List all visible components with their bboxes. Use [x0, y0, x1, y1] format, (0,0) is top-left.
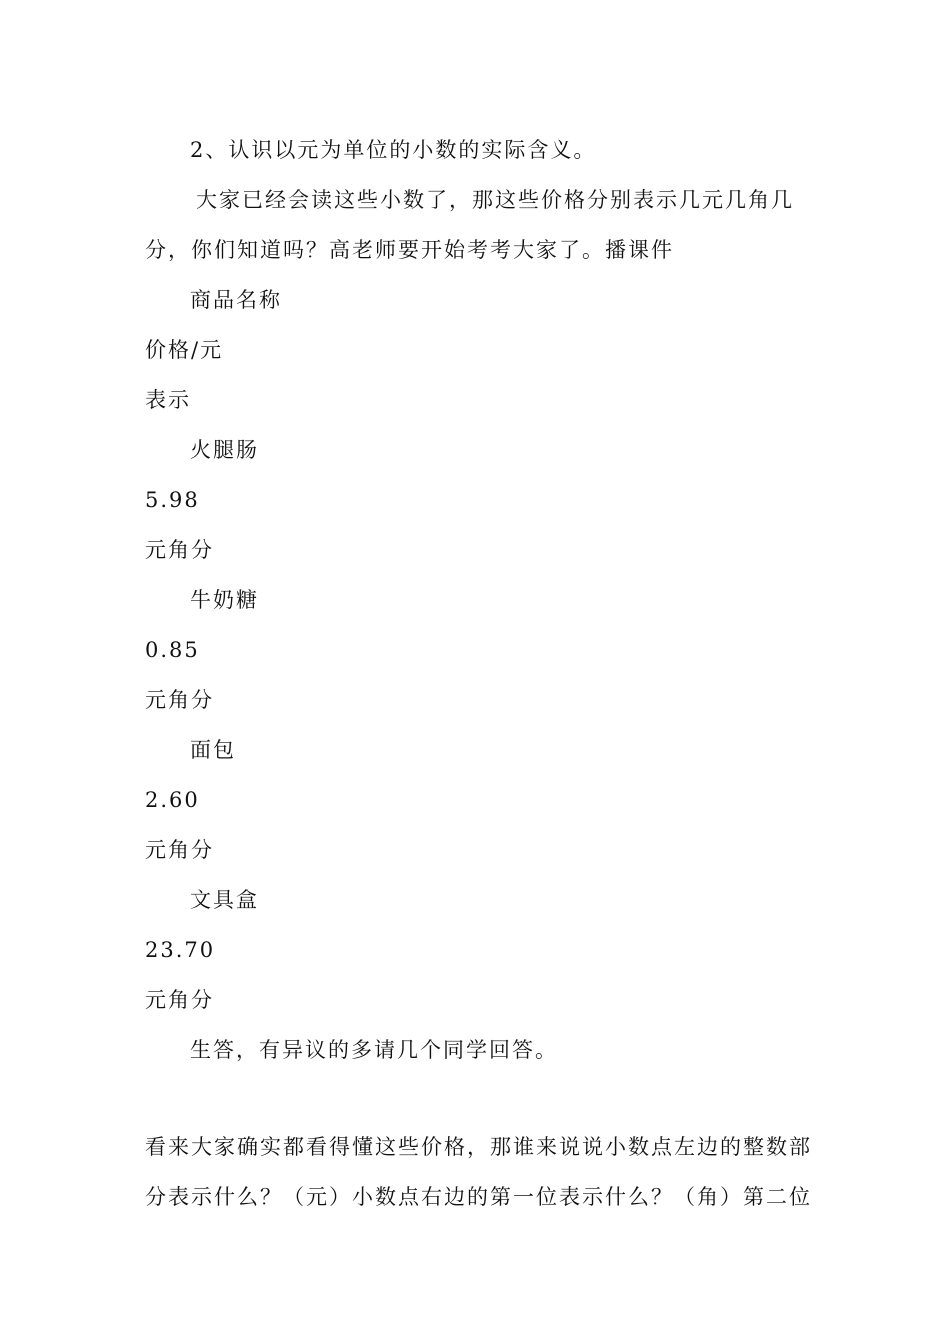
- table-row-name: 火腿肠: [190, 438, 259, 462]
- table-row-meaning: 元角分: [145, 688, 214, 712]
- table-row-price: 23.70: [145, 938, 216, 962]
- closing-line-2: 分表示什么？（元）小数点右边的第一位表示什么？（角）第二位: [145, 1185, 812, 1209]
- table-row-price: 0.85: [145, 638, 200, 662]
- table-row-meaning: 元角分: [145, 838, 214, 862]
- table-row-name: 面包: [190, 738, 236, 762]
- table-header-price: 价格/元: [145, 338, 224, 362]
- table-row-price: 2.60: [145, 788, 200, 812]
- intro-line-2: 分，你们知道吗？高老师要开始考考大家了。播课件: [145, 238, 674, 262]
- table-row-name: 牛奶糖: [190, 588, 259, 612]
- table-row-meaning: 元角分: [145, 988, 214, 1012]
- section-heading: 2、认识以元为单位的小数的实际含义。: [190, 138, 597, 162]
- table-row-meaning: 元角分: [145, 538, 214, 562]
- table-header-name: 商品名称: [190, 288, 282, 312]
- intro-line-1: 大家已经会读这些小数了，那这些价格分别表示几元几角几: [196, 188, 794, 212]
- table-row-price: 5.98: [145, 488, 200, 512]
- table-header-meaning: 表示: [145, 388, 191, 412]
- answer-note: 生答，有异议的多请几个同学回答。: [190, 1038, 558, 1062]
- closing-line-1: 看来大家确实都看得懂这些价格，那谁来说说小数点左边的整数部: [145, 1135, 812, 1159]
- table-row-name: 文具盒: [190, 888, 259, 912]
